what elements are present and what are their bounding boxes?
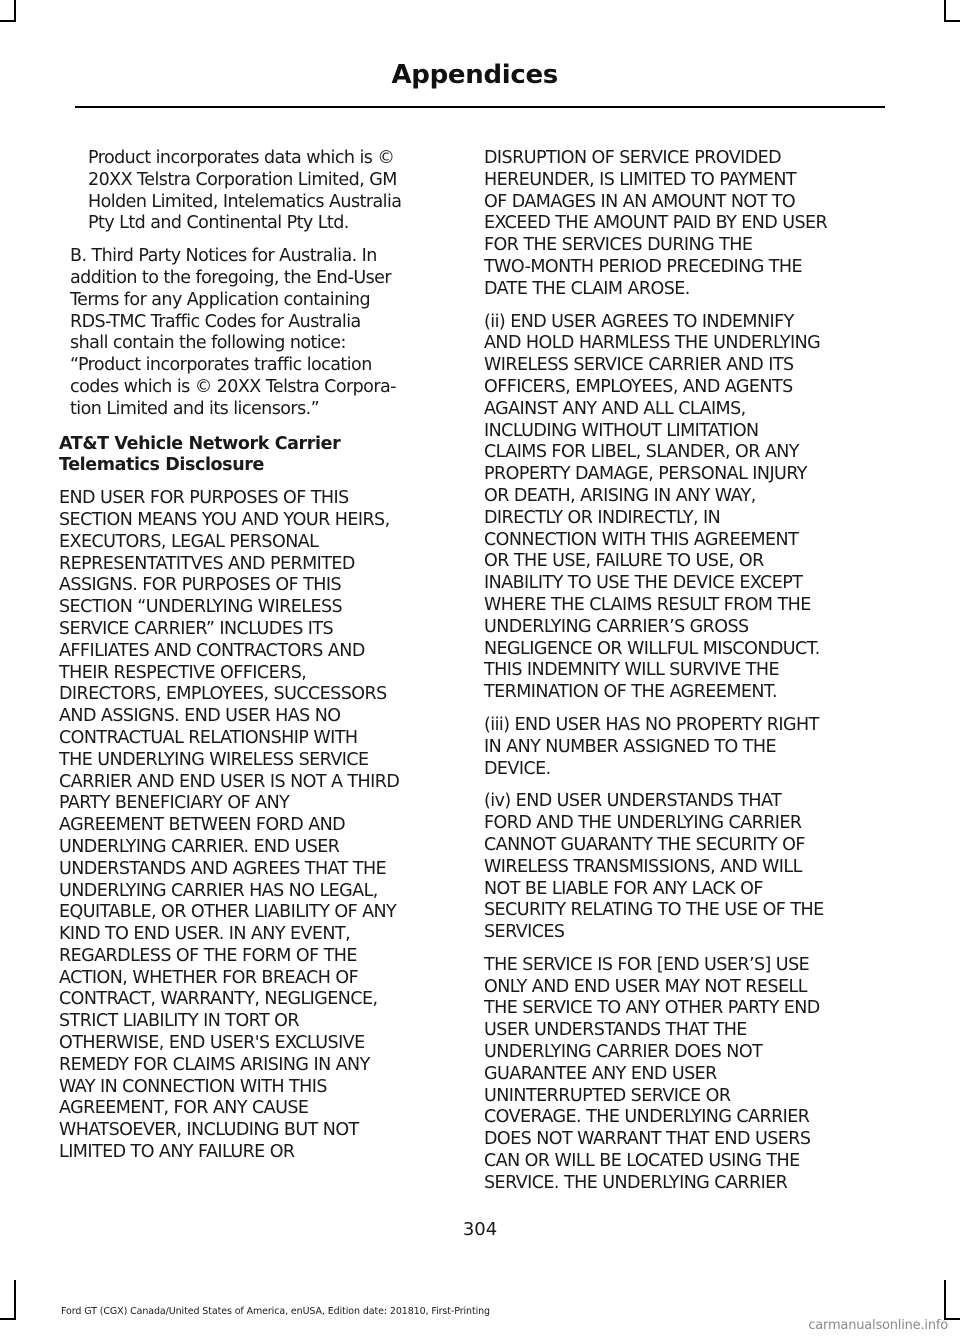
edition-footer: Ford GT (CGX) Canada/United States of America, enUSA, Edition date: 201810, First-Printing [61, 1306, 490, 1317]
crop-mark-top-right-horizontal [944, 20, 960, 22]
page-header-title: Appendices [391, 60, 558, 90]
crop-mark-top-left-horizontal [0, 20, 16, 22]
security-paragraph: (iv) END USER UNDERSTANDS THAT FORD AND THE UNDERLYING CARRIER CANNOT GUARANTY THE SECURITY OF WIRELESS TRANSMISSIONS, AND WILL NOT BE LIABLE FOR ANY LACK OF SECURITY RELATING TO THE USE OF THE SERVICES [484, 791, 824, 943]
crop-mark-bottom-left-horizontal [0, 1318, 16, 1320]
end-user-definition-paragraph: END USER FOR PURPOSES OF THIS SECTION MEANS YOU AND YOUR HEIRS, EXECUTORS, LEGAL PERSONAL REPRESENTATITVES AND PERMITED ASSIGNS. FOR PURPOSES OF THIS SECTION “UNDERLYING WIRELESS SERVICE CARRIER” INCLUDES ITS AFFILIATES AND CONTRACTORS AND THEIR RESPECTIVE OFFICERS, DIRECTORS, EMPLOYEES, SUCCESSORS AND ASSIGNS. END USER HAS NO CONTRACTUAL RELATIONSHIP WITH THE UNDERLYING WIRELESS SERVICE CARRIER AND END USER IS NOT A THIRD PARTY BENEFICIARY OF ANY AGREEMENT BETWEEN FORD AND UNDERLYING CARRIER. END USER UNDERSTANDS AND AGREES THAT THE UNDERLYING CARRIER HAS NO LEGAL, EQUITABLE, OR OTHER LIABILITY OF ANY KIND TO END USER. IN ANY EVENT, REGARDLESS OF THE FORM OF THE ACTION, WHETHER FOR BREACH OF CONTRACT, WARRANTY, NEGLIGENCE, STRICT LIABILITY IN TORT OR OTHERWISE, END USER'S EXCLUSIVE REMEDY FOR CLAIMS ARISING IN ANY WAY IN CONNECTION WITH THIS AGREEMENT, FOR ANY CAUSE WHATSOEVER, INCLUDING BUT NOT LIMITED TO ANY FAILURE OR [59, 488, 400, 1163]
left-column [59, 148, 449, 1175]
disruption-paragraph: DISRUPTION OF SERVICE PROVIDED HEREUNDER, IS LIMITED TO PAYMENT OF DAMAGES IN AN AMOUNT NOT TO EXCEED THE AMOUNT PAID BY END USER FOR THE SERVICES DURING THE TWO-MONTH PERIOD PRECEDING THE DATE THE CLAIM AROSE. [484, 148, 828, 299]
service-use-paragraph: THE SERVICE IS FOR [END USER’S] USE ONLY AND END USER MAY NOT RESELL THE SERVICE TO ANY OTHER PARTY END USER UNDERSTANDS THAT THE UNDERLYING CARRIER DOES NOT GUARANTEE ANY END USER UNINTERRUPTED SERVICE OR COVERAGE. THE UNDERLYING CARRIER DOES NOT WARRANT THAT END USERS CAN OR WILL BE LOCATED USING THE SERVICE. THE UNDERLYING CARRIER [484, 954, 820, 1193]
crop-mark-top-left-vertical [14, 0, 16, 22]
watermark-link[interactable]: carmanualsonline.info [808, 1318, 948, 1333]
right-column [484, 148, 882, 1206]
crop-mark-bottom-left-vertical [14, 1280, 16, 1320]
indemnify-paragraph: (ii) END USER AGREES TO INDEMNIFY AND HOLD HARMLESS THE UNDERLYING WIRELESS SERVICE CARRIER AND ITS OFFICERS, EMPLOYEES, AND AGENTS AGAINST ANY AND ALL CLAIMS, INCLUDING WITHOUT LIMITATION CLAIMS FOR LIBEL, SLANDER, OR ANY PROPERTY DAMAGE, PERSONAL INJURY OR DEATH, ARISING IN ANY WAY, DIRECTLY OR INDIRECTLY, IN CONNECTION WITH THIS AGREEMENT OR THE USE, FAILURE TO USE, OR INABILITY TO USE THE DEVICE EXCEPT WHERE THE CLAIMS RESULT FROM THE UNDERLYING CARRIER’S GROSS NEGLIGENCE OR WILLFUL MISCONDUCT. THIS INDEMNITY WILL SURVIVE THE TERMINATION OF THE AGREEMENT. [484, 311, 821, 703]
header-rule [75, 106, 885, 108]
telstra-notice-paragraph: Product incorporates data which is © 20XX Telstra Corporation Limited, GM Holden Limited, Intelematics Australia Pty Ltd and Continental Pty Ltd. [88, 148, 402, 234]
section-heading: AT&T Vehicle Network Carrier Telematics Disclosure [59, 433, 341, 476]
page-number: 304 [462, 1219, 498, 1240]
third-party-notice-paragraph: B. Third Party Notices for Australia. In addition to the foregoing, the End-User Terms for any Application containing RDS-TMC Traffic Codes for Australia shall contain the following notice: “Product incorporates traffic location codes which is © 20XX Telstra Corpora- tion Limited and its licensors.” [70, 246, 396, 419]
crop-mark-top-right-vertical [944, 0, 946, 22]
property-right-paragraph: (iii) END USER HAS NO PROPERTY RIGHT IN ANY NUMBER ASSIGNED TO THE DEVICE. [484, 714, 819, 779]
crop-mark-bottom-right-vertical [944, 1280, 946, 1320]
